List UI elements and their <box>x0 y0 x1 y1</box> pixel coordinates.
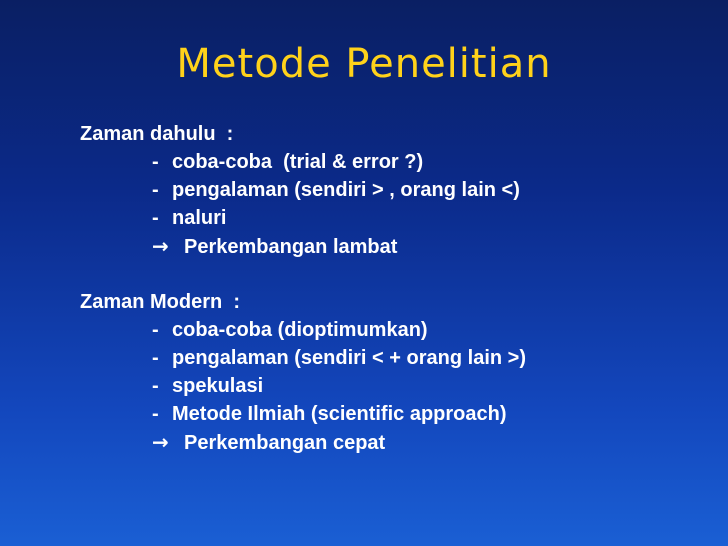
list-item-text: spekulasi <box>172 375 264 397</box>
conclusion-line <box>80 232 526 260</box>
list-item <box>80 148 526 176</box>
bullet-dash: - <box>152 151 159 173</box>
list-item <box>80 344 526 372</box>
arrow-right-icon: → <box>152 234 169 258</box>
slide-title: Metode Penelitian <box>176 41 552 87</box>
conclusion-text: Perkembangan lambat <box>184 236 398 258</box>
list-item <box>80 204 526 232</box>
section-spacer <box>80 260 526 288</box>
list-item-text: coba-coba (trial & error ?) <box>172 151 424 173</box>
list-item <box>80 316 526 344</box>
bullet-dash: - <box>152 347 159 369</box>
section-heading-zaman-modern: Zaman Modern : <box>80 291 241 313</box>
bullet-dash: - <box>152 375 159 397</box>
bullet-dash: - <box>152 207 159 229</box>
list-item <box>80 400 526 428</box>
bullet-dash: - <box>152 179 159 201</box>
list-item-text: naluri <box>172 207 227 229</box>
conclusion-text: Perkembangan cepat <box>184 432 386 454</box>
list-item <box>80 372 526 400</box>
bullet-dash: - <box>152 319 159 341</box>
list-item-text: Metode Ilmiah (scientific approach) <box>172 403 507 425</box>
list-item-text: coba-coba (dioptimumkan) <box>172 319 428 341</box>
section-heading-zaman-dahulu: Zaman dahulu : <box>80 123 234 145</box>
list-item-text: pengalaman (sendiri < + orang lain >) <box>172 347 526 369</box>
arrow-right-icon: → <box>152 430 169 454</box>
list-item <box>80 176 526 204</box>
list-item-text: pengalaman (sendiri > , orang lain <) <box>172 179 520 201</box>
conclusion-line <box>80 428 526 456</box>
slide-body <box>80 120 526 456</box>
bullet-dash: - <box>152 403 159 425</box>
